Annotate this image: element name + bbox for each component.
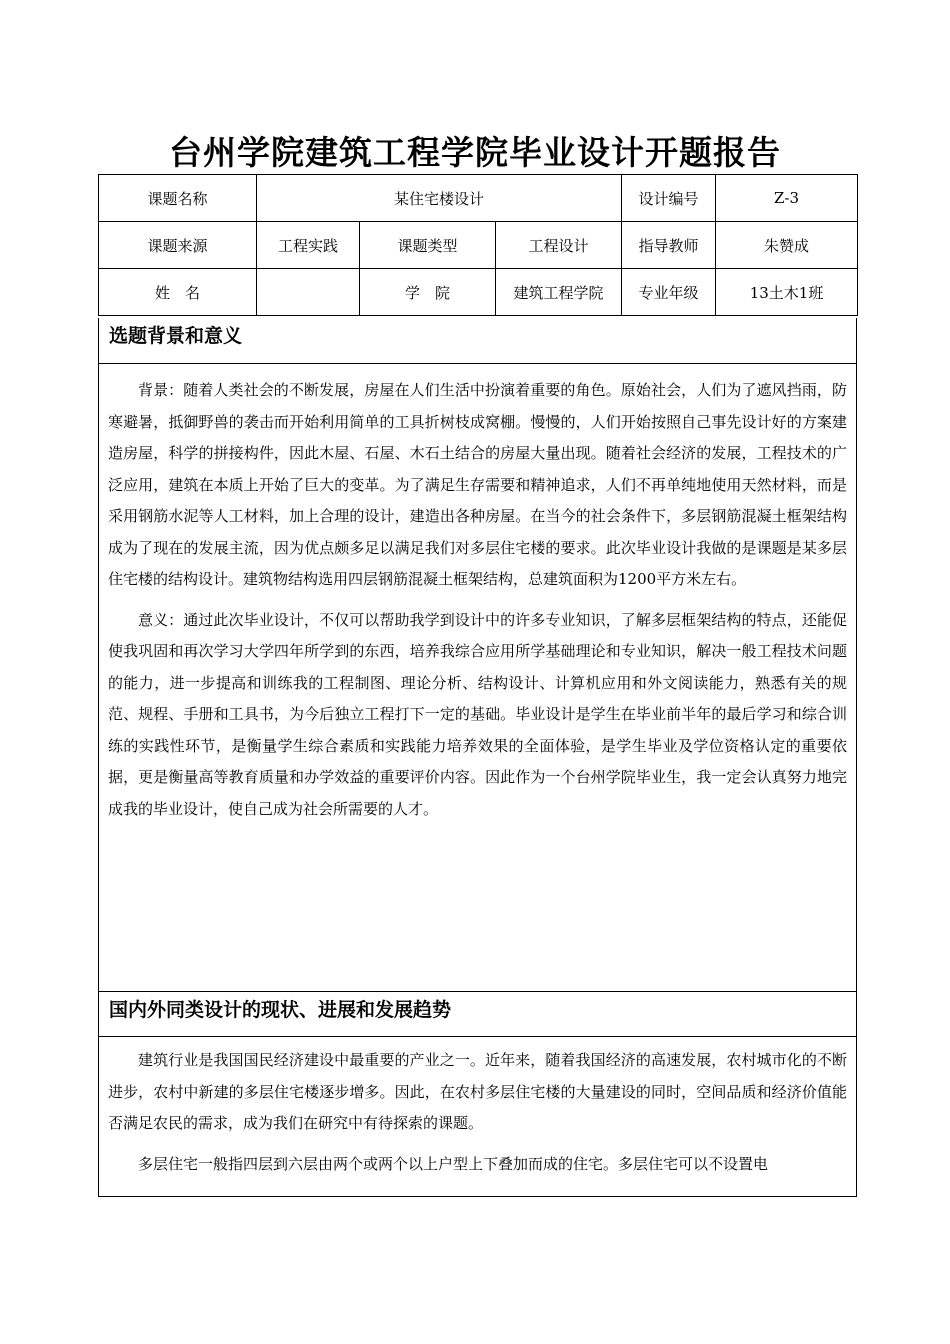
advisor-value: 朱赞成 [716,222,858,269]
grade-label: 专业年级 [622,269,716,316]
section-heading: 选题背景和意义 [99,318,856,364]
info-row-source [99,222,858,269]
type-label: 课题类型 [360,222,496,269]
section-status [98,991,857,1197]
type-value: 工程设计 [496,222,622,269]
paragraph-background: 背景：随着人类社会的不断发展，房屋在人们生活中扮演着重要的角色。原始社会，人们为了遮风挡雨，防寒避暑，抵御野兽的袭击而开始利用简单的工具折树枝成窝棚。慢慢的，人们开始按照自己事先设计好的方案建造房屋，科学的拼接构件，因此木屋、石屋、木石土结合的房屋大量出现。随着社会经济的发展，工程技术的广泛应用，建筑在本质上开始了巨大的变革。为了满足生存需要和精神追求，人们不再单纯地使用天然材料，而是采用钢筋水泥等人工材料，加上合理的设计，建造出各种房屋。在当今的社会条件下，多层钢筋混凝土框架结构成为了现在的发展主流，因为优点颇多足以满足我们对多层住宅楼的要求。此次毕业设计我做的是课题是某多层住宅楼的结构设计。建筑物结构选用四层钢筋混凝土框架结构，总建筑面积为1200平方米左右。 [108,381,847,588]
section-heading: 国内外同类设计的现状、进展和发展趋势 [99,991,856,1037]
topic-name-label: 课题名称 [99,175,257,222]
document-title: 台州学院建筑工程学院毕业设计开题报告 [169,133,781,172]
section-background [98,318,857,992]
college-label: 学 院 [360,269,496,316]
paragraph-multistory: 多层住宅一般指四层到六层由两个或两个以上户型上下叠加而成的住宅。多层住宅可以不设置电 [138,1154,769,1173]
section-body [99,364,856,825]
advisor-label: 指导教师 [622,222,716,269]
paragraph-significance: 意义：通过此次毕业设计，不仅可以帮助我学到设计中的许多专业知识，了解多层框架结构的特点，还能促使我巩固和再次学习大学四年所学到的东西，培养我综合应用所学基础理论和专业知识，解决一般工程技术问题的能力，进一步提高和训练我的工程制图、理论分析、结构设计、计算机应用和外文阅读能力，熟悉有关的规范、规程、手册和工具书，为今后独立工程打下一定的基础。毕业设计是学生在毕业前半年的最后学习和综合训练的实践性环节，是衡量学生综合素质和实践能力培养效果的全面体验，是学生毕业及学位资格认定的重要依据，更是衡量高等教育质量和办学效益的重要评价内容。因此作为一个台州学院毕业生，我一定会认真努力地完成我的毕业设计，使自己成为社会所需要的人才。 [108,610,847,818]
info-row-student [99,269,858,316]
college-value: 建筑工程学院 [496,269,622,316]
source-value: 工程实践 [257,222,360,269]
design-no-label: 设计编号 [622,175,716,222]
name-label: 姓 名 [99,269,257,316]
grade-value: 13土木1班 [716,269,858,316]
info-row-topic [99,175,858,222]
topic-name-value: 某住宅楼设计 [257,175,622,222]
design-no-value: Z-3 [716,175,858,222]
source-label: 课题来源 [99,222,257,269]
paragraph-industry: 建筑行业是我国国民经济建设中最重要的产业之一。近年来，随着我国经济的高速发展，农村城市化的不断进步，农村中新建的多层住宅楼逐步增多。因此，在农村多层住宅楼的大量建设的同时，空间品质和经济价值能否满足农民的需求，成为我们在研究中有待探索的课题。 [108,1051,847,1132]
section-body [99,1037,856,1180]
info-table [98,174,858,316]
name-value [257,269,360,316]
